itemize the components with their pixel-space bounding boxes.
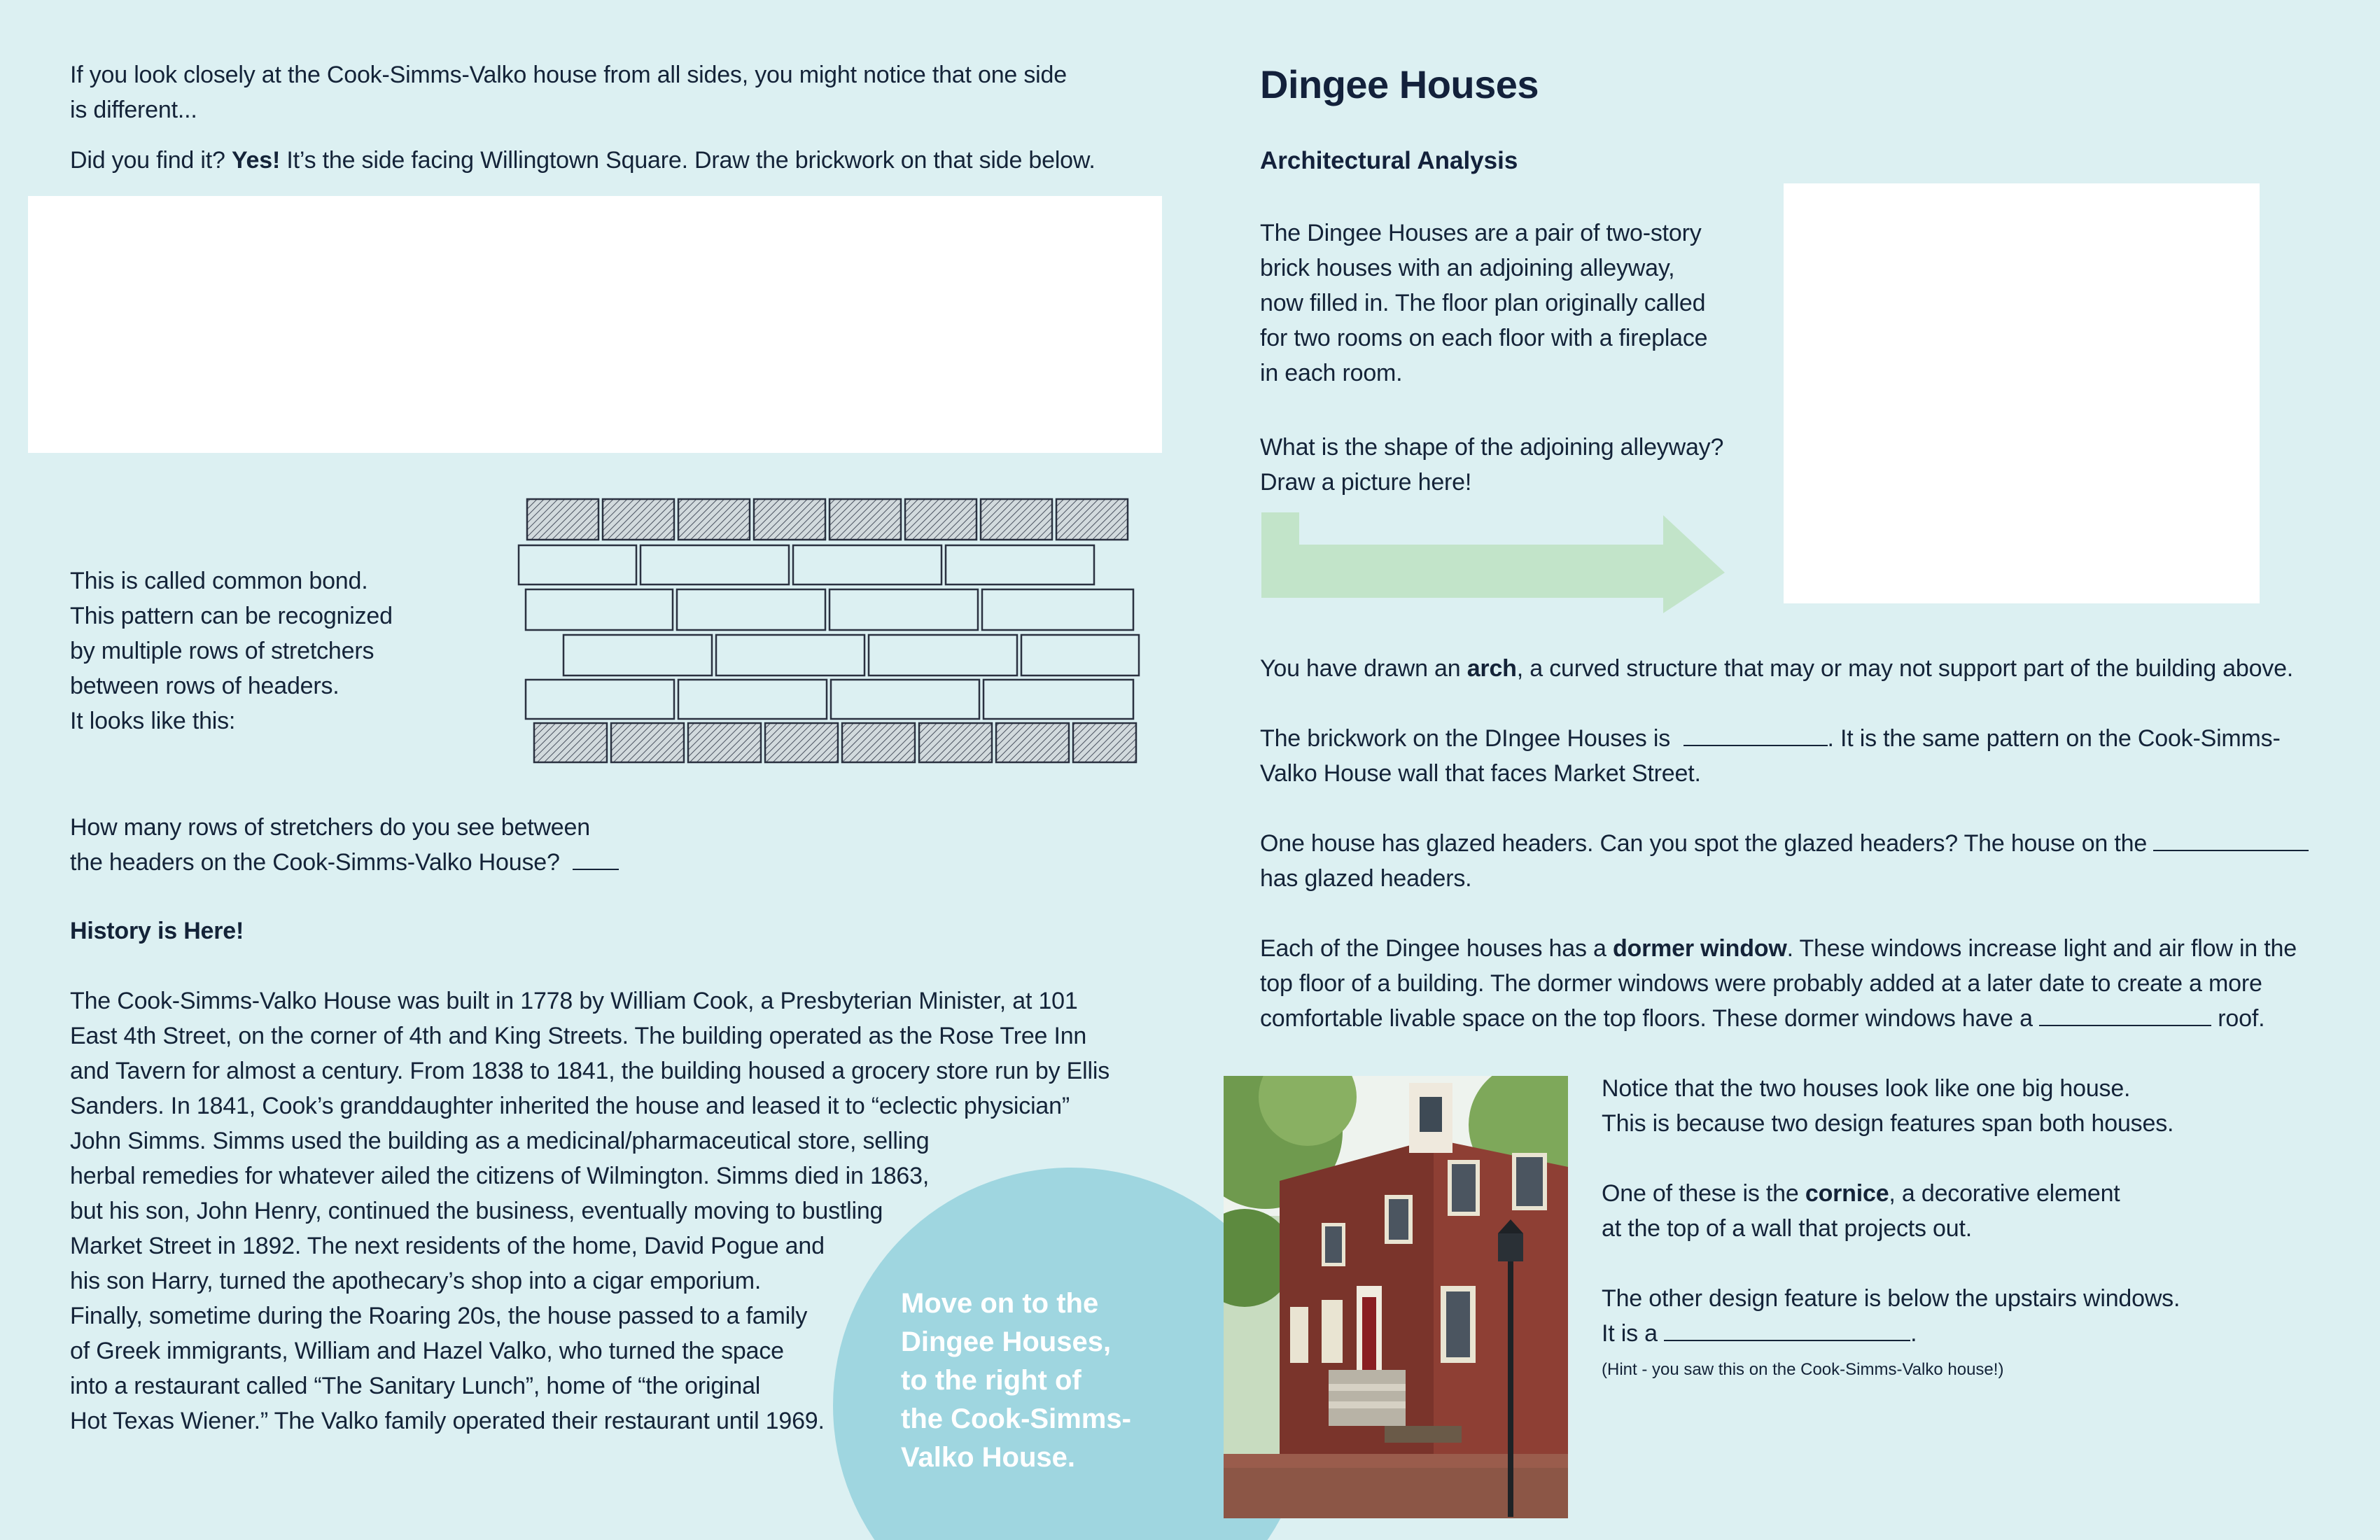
intro-question-prefix: Did you find it? (70, 147, 232, 174)
glazed-line-2: has glazed headers. (1260, 865, 1472, 892)
drawing-box-alleyway[interactable] (1784, 183, 2260, 603)
intro-text (70, 57, 1162, 127)
hint-text: (Hint - you saw this on the Cook-Simms-Valko house!) (1602, 1360, 2004, 1379)
history-line: Hot Texas Wiener.” The Valko family operated their restaurant until 1969. (70, 1408, 825, 1434)
other-feature-line-1: The other design feature is below the upstairs windows. (1602, 1285, 2180, 1312)
callout-line: Valko House. (901, 1442, 1075, 1473)
answer-blank[interactable] (573, 848, 619, 870)
stretcher-row (564, 635, 1139, 676)
intro-line-1: If you look closely at the Cook-Simms-Valko house from all sides, you might notice that one side (70, 62, 1067, 88)
dormer-line-3 (1260, 1001, 2310, 1036)
callout-line: the Cook-Simms- (901, 1404, 1131, 1434)
history-line: herbal remedies for whatever ailed the citizens of Wilmington. Simms died in 1863, (70, 1163, 930, 1189)
glazed-prefix: One house has glazed headers. Can you spot the glazed headers? The house on the (1260, 830, 2154, 857)
other-feature-suffix: . (1910, 1320, 1917, 1347)
alleyway-question-line-1: What is the shape of the adjoining alleyway? (1260, 434, 1724, 461)
history-title: History is Here! (70, 918, 244, 944)
arch-term: arch (1466, 655, 1517, 682)
dormer-prefix: Each of the Dingee houses has a (1260, 935, 1613, 962)
dingee-houses-photo (1224, 1076, 1568, 1518)
alleyway-question (1260, 430, 1764, 500)
common-bond-illustration (514, 493, 1148, 766)
answer-blank[interactable] (2039, 1004, 2211, 1026)
answer-blank[interactable] (1684, 724, 1828, 746)
history-line: Finally, sometime during the Roaring 20s, the house passed to a family (70, 1303, 808, 1329)
cornice-text (1602, 1176, 2372, 1246)
arch-rest: , a curved structure that may or may not support part of the building above. (1516, 655, 2294, 682)
cornice-line-1 (1602, 1176, 2372, 1211)
cornice-line-2: at the top of a wall that projects out. (1602, 1215, 1972, 1242)
arch-text (1260, 651, 2310, 686)
stretcher-row (519, 545, 1094, 584)
stretcher-row (526, 589, 1133, 630)
intro-line-2: is different... (70, 97, 197, 123)
dormer-line-3-prefix: comfortable livable space on the top floors. These dormer windows have a (1260, 1005, 2040, 1032)
stretchers-question (70, 810, 770, 880)
cornice-prefix: One of these is the (1602, 1180, 1805, 1207)
alleyway-question-line-2: Draw a picture here! (1260, 469, 1472, 496)
notice-line-1: Notice that the two houses look like one big house. (1602, 1075, 2131, 1102)
dingee-intro-line: in each room. (1260, 360, 1403, 386)
stretchers-question-line-2 (70, 845, 770, 880)
brickwork-rest: . It is the same pattern on the Cook-Simms- (1827, 725, 2281, 752)
history-line: but his son, John Henry, continued the business, eventually moving to bustling (70, 1198, 883, 1224)
other-feature-text (1602, 1281, 2372, 1351)
header-row-bottom (534, 723, 1136, 762)
notice-text (1602, 1071, 2372, 1141)
page-title: Dingee Houses (1260, 62, 1539, 106)
callout-line: Dingee Houses, (901, 1326, 1112, 1357)
common-bond-text (70, 564, 434, 738)
history-line: John Simms. Simms used the building as a medicinal/pharmaceutical store, selling (70, 1128, 930, 1154)
other-feature-line-2 (1602, 1316, 2372, 1351)
intro-question-rest: It’s the side facing Willingtown Square. Draw the brickwork on that side below. (280, 147, 1096, 174)
arch-prefix: You have drawn an (1260, 655, 1467, 682)
dormer-line-1 (1260, 931, 2310, 966)
header-row-top (527, 499, 1128, 540)
brickwork-prefix: The brickwork on the DIngee Houses is (1260, 725, 1677, 752)
notice-line-2: This is because two design features span both houses. (1602, 1110, 2174, 1137)
intro-question (70, 143, 1190, 178)
cornice-term: cornice (1805, 1180, 1889, 1207)
callout-line: Move on to the (901, 1288, 1099, 1319)
dingee-intro-line: for two rooms on each floor with a fireplace (1260, 325, 1708, 351)
history-line: into a restaurant called “The Sanitary Lunch”, home of “the original (70, 1373, 761, 1399)
dingee-intro (1260, 216, 1764, 391)
stretchers-question-line-2-text: the headers on the Cook-Simms-Valko House? (70, 849, 560, 876)
glazed-text (1260, 826, 2310, 896)
common-bond-line: It looks like this: (70, 708, 236, 734)
answer-blank[interactable] (2153, 829, 2309, 851)
other-feature-prefix: It is a (1602, 1320, 1665, 1347)
common-bond-line: between rows of headers. (70, 673, 340, 699)
callout-line: to the right of (901, 1365, 1082, 1396)
dormer-line-3-suffix: roof. (2211, 1005, 2265, 1032)
stretchers-question-line-1: How many rows of stretchers do you see between (70, 814, 590, 841)
history-line: Market Street in 1892. The next residents of the home, David Pogue and (70, 1233, 825, 1259)
history-line: Sanders. In 1841, Cook’s granddaughter inherited the house and leased it to “eclectic physician” (70, 1093, 1070, 1119)
dingee-intro-line: now filled in. The floor plan originally called (1260, 290, 1706, 316)
glazed-line-1 (1260, 826, 2310, 861)
history-line: The Cook-Simms-Valko House was built in 1778 by William Cook, a Presbyterian Minister, at 101 (70, 988, 1078, 1014)
section-subtitle: Architectural Analysis (1260, 147, 1518, 174)
history-line: East 4th Street, on the corner of 4th and King Streets. The building operated as the Rose Tree Inn (70, 1023, 1087, 1049)
stretcher-row (526, 680, 1133, 719)
common-bond-line: This is called common bond. (70, 568, 368, 594)
common-bond-line: by multiple rows of stretchers (70, 638, 374, 664)
dormer-term: dormer window (1612, 935, 1787, 962)
dormer-text (1260, 931, 2310, 1036)
drawing-box-brickwork[interactable] (28, 196, 1162, 453)
history-line: his son Harry, turned the apothecary’s shop into a cigar emporium. (70, 1268, 762, 1294)
history-line: of Greek immigrants, William and Hazel Valko, who turned the space (70, 1338, 784, 1364)
history-line: and Tavern for almost a century. From 1838 to 1841, the building housed a grocery store run by Ellis (70, 1058, 1110, 1084)
dormer-rest: . These windows increase light and air flow in the (1786, 935, 2297, 962)
cornice-rest: , a decorative element (1889, 1180, 2120, 1207)
common-bond-line: This pattern can be recognized (70, 603, 393, 629)
brickwork-text (1260, 721, 2310, 791)
right-arrow-icon (1260, 511, 1729, 616)
brickwork-line-2: Valko House wall that faces Market Street. (1260, 760, 1701, 787)
brickwork-line-1 (1260, 721, 2310, 756)
dormer-line-2: top floor of a building. The dormer windows were probably added at a later date to create a more (1260, 970, 2262, 997)
intro-question-yes: Yes! (231, 147, 281, 174)
callout-text (901, 1284, 1167, 1477)
dingee-intro-line: The Dingee Houses are a pair of two-story (1260, 220, 1702, 246)
answer-blank[interactable] (1664, 1319, 1910, 1341)
dingee-intro-line: brick houses with an adjoining alleyway, (1260, 255, 1675, 281)
